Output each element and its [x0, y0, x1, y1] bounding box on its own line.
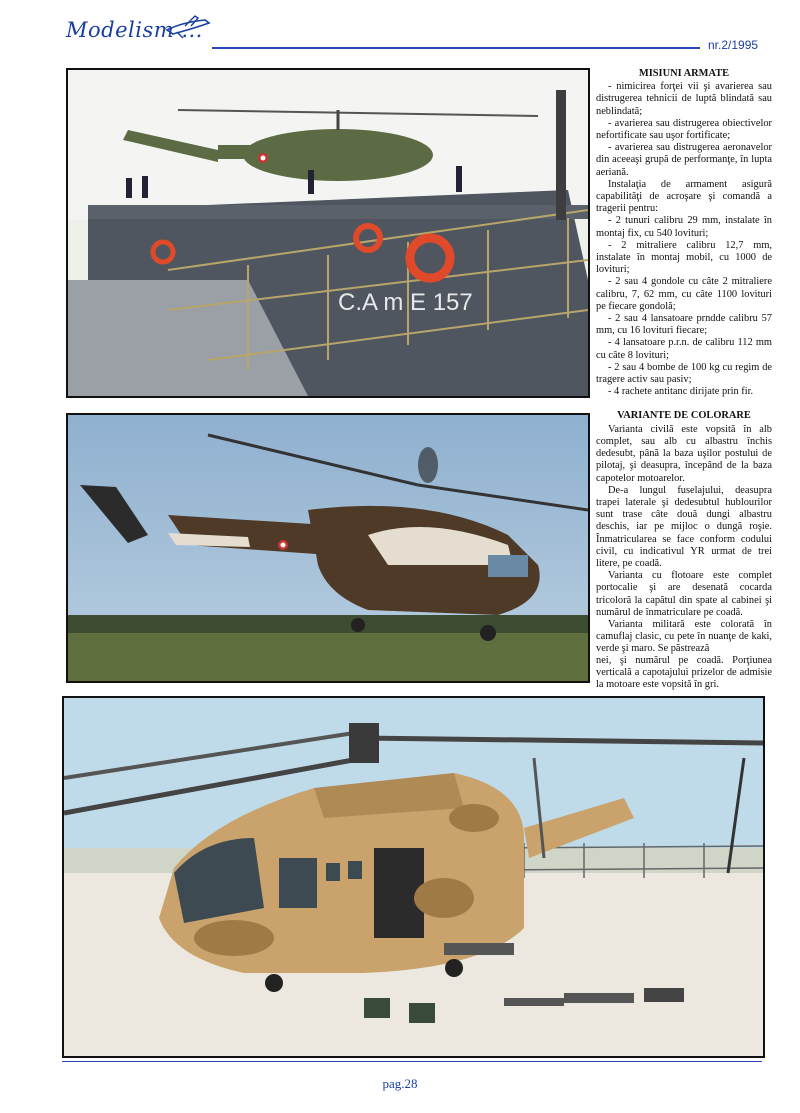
photo-hovering-helicopter [66, 413, 590, 683]
paragraph: Varianta civilă este vopsită în alb complet, sau alb cu albastru închis dedesubt, până la baza uşilor postului de pilotaj, şi deasupra, începând de la baza capotelor motoarelor. [596, 423, 772, 484]
photo-parked-helicopter-armament [62, 696, 765, 1058]
paragraph: - 2 sau 4 bombe de 100 kg cu regim de tragere activ sau pasiv; [596, 361, 772, 386]
issue-number: nr.2/1995 [708, 38, 759, 52]
paragraph: - avarierea sau distrugerea obiectivelor nefortificate sau uşor fortificate; [596, 117, 772, 142]
paragraph: Instalaţia de armament asigură capabilităţi de acroşare şi comandă a tragerii pentru: [596, 178, 772, 215]
paragraph: Varianta cu flotoare este complet portocalie şi are desenată cocarda tricoloră la capătul din spate al cabinei şi numărul de înmatriculare pe coadă. [596, 570, 772, 618]
magazine-logo: Modelism ... [66, 18, 203, 42]
paragraph: De-a lungul fuselajului, deasupra trapei laterale şi dedesubtul hublourilor sunt trase câte două dungi albastru deschis, iar pe mijloc o dungă roşie. Înmatricularea se face conform codului civil, cu indicativul YR urmat de trei litere, pe coadă. [596, 484, 772, 569]
page-number: pag.28 [382, 1076, 418, 1091]
airplane-logo-icon [165, 14, 211, 40]
article-column [596, 68, 772, 656]
section-title-armed-missions: MISIUNI ARMATE [638, 68, 730, 79]
hull-marking: C.A m E 157 [338, 289, 473, 316]
header-rule [212, 47, 700, 49]
section-title-color-variants: VARIANTE DE COLORARE [617, 410, 751, 422]
paragraph: - 2 sau 4 gondole cu câte 2 mitraliere calibru, 7, 62 mm, cu câte 1100 lovituri pe fiecare gondolă; [596, 276, 772, 312]
paragraph: - nimicirea forţei vii şi avarierea sau distrugerea tehnicii de luptă blindată sau neblindată; [596, 81, 772, 117]
article-continuation [596, 655, 772, 692]
photo-ship-deck-helicopter [66, 68, 590, 398]
paragraph: - 4 lansatoare p.r.n. de calibru 112 mm cu câte 8 lovituri; [596, 337, 772, 361]
paragraph: - 4 rachete antitanc dirijate prin fir. [608, 386, 754, 398]
paragraph: nei, şi numărul pe coadă. Porţiunea verticală a capotajului prizelor de admisie la motoare este vopsită în gri. [596, 655, 772, 691]
paragraph: - avarierea sau distrugerea aeronavelor din aceeaşi grupă de performanţe, în lupta aeriană. [596, 142, 772, 178]
paragraph: Varianta militară este colorată în camuflaj clasic, cu pete în nuanţe de kaki, verde şi maro. Se păstrează [596, 618, 772, 655]
paragraph: - 2 tunuri calibru 29 mm, instalate în montaj fix, cu 540 lovituri; [596, 215, 772, 239]
footer-rule [62, 1061, 762, 1062]
paragraph: - 2 mitraliere calibru 12,7 mm, instalate în montaj mobil, cu 1000 de lovituri; [596, 239, 772, 276]
paragraph: - 2 sau 4 lansatoare prndde calibru 57 mm, cu 16 lovituri fiecare; [596, 313, 772, 337]
